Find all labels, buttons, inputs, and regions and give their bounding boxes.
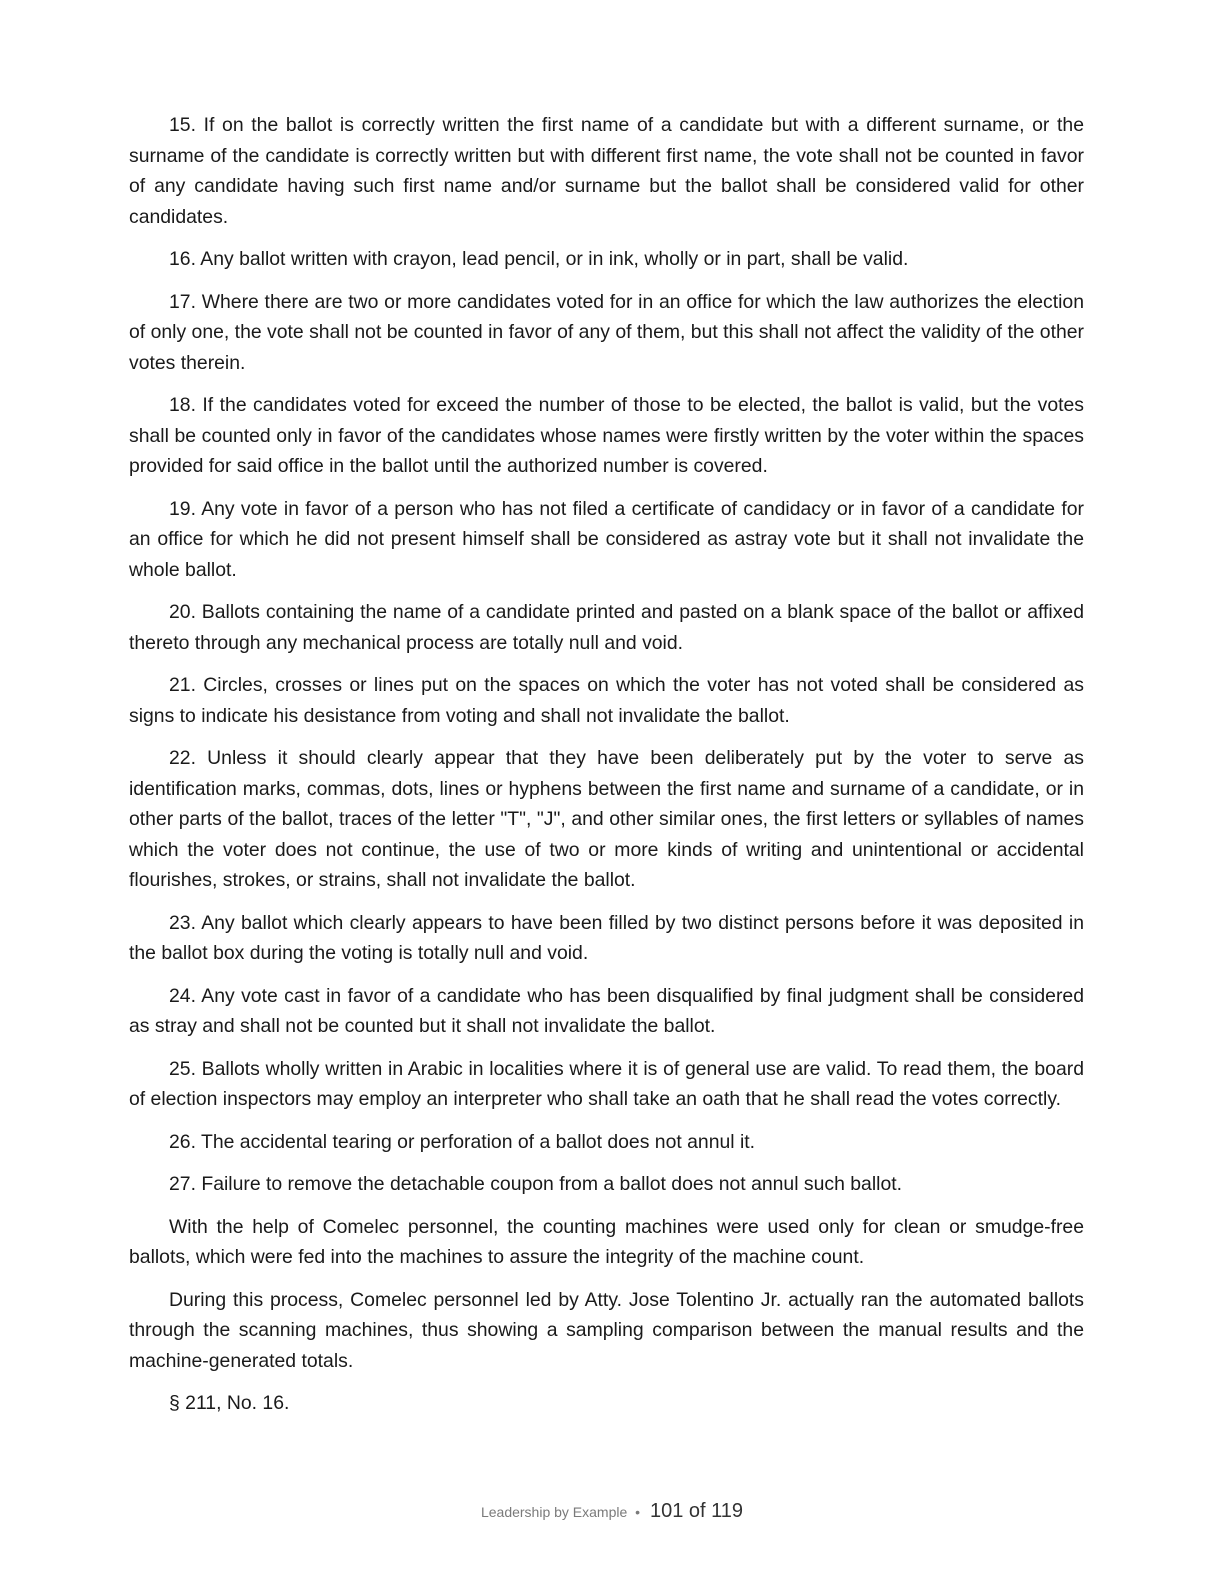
- paragraph-23: 23. Any ballot which clearly appears to have been filled by two distinct persons before it was deposited in the ballot box during the voting is totally null and void.: [129, 911, 1084, 964]
- paragraph-15: 15. If on the ballot is correctly written the first name of a candidate but with a different surname, or the surname of the candidate is correctly written but with different first name, the vote shall not be counted in favor of any candidate having such first name and/or surname but the ballot shall be considered valid for other candidates.: [129, 114, 1084, 228]
- paragraph-24: 24. Any vote cast in favor of a candidate who has been disqualified by final judgment shall be considered as stray and shall not be counted but it shall not invalidate the ballot.: [129, 984, 1084, 1037]
- paragraph-process: During this process, Comelec personnel led by Atty. Jose Tolentino Jr. actually ran the automated ballots through the scanning machines, thus showing a sampling comparison between the manual results and the machine-generated totals.: [129, 1288, 1084, 1372]
- paragraph-27: 27. Failure to remove the detachable coupon from a ballot does not annul such ballot.: [169, 1173, 903, 1195]
- paragraph-19: 19. Any vote in favor of a person who has not filed a certificate of candidacy or in favor of a candidate for an office for which he did not present himself shall be considered as astray vote but it shall not invalidate the whole ballot.: [129, 497, 1084, 581]
- paragraph-25: 25. Ballots wholly written in Arabic in localities where it is of general use are valid. To read them, the board of election inspectors may employ an interpreter who shall take an oath that he shall read the votes correctly.: [129, 1057, 1084, 1110]
- paragraph-26: 26. The accidental tearing or perforation of a ballot does not annul it.: [169, 1130, 756, 1153]
- paragraph-16: 16. Any ballot written with crayon, lead pencil, or in ink, wholly or in part, shall be valid.: [169, 248, 909, 270]
- body-text: [129, 110, 1084, 1431]
- paragraph-17: 17. Where there are two or more candidates voted for in an office for which the law authorizes the election of only one, the vote shall not be counted in favor of any of them, but this shall not affect the validity of the other votes therein.: [129, 290, 1084, 374]
- paragraph-20: 20. Ballots containing the name of a candidate printed and pasted on a blank space of the ballot or affixed thereto through any mechanical process are totally null and void.: [129, 601, 1084, 654]
- section-reference: § 211, No. 16.: [169, 1392, 290, 1414]
- footer-separator: •: [635, 1504, 641, 1520]
- footer-title: Leadership by Example: [480, 1504, 628, 1520]
- paragraph-22: 22. Unless it should clearly appear that they have been deliberately put by the voter to serve as identification marks, commas, dots, lines or hyphens between the first name and surname of a candidate, or in other parts of the ballot, traces of the letter "T", "J", and other similar ones, the first letters or syllables of names which the voter does not continue, the use of two or more kinds of writing and unintentional or accidental flourishes, strokes, or strains, shall not invalidate the ballot.: [129, 747, 1084, 891]
- paragraph-18: 18. If the candidates voted for exceed the number of those to be elected, the ballot is valid, but the votes shall be counted only in favor of the candidates whose names were firstly written by the voter within the spaces provided for said office in the ballot until the authorized number is covered.: [129, 394, 1084, 477]
- page-footer: [0, 1500, 1224, 1523]
- paragraph-comelec-help: With the help of Comelec personnel, the counting machines were used only for clean or smudge-free ballots, which were fed into the machines to assure the integrity of the machine count.: [129, 1215, 1084, 1268]
- page-number: 101 of 119: [649, 1500, 744, 1522]
- paragraph-21: 21. Circles, crosses or lines put on the spaces on which the voter has not voted shall be considered as signs to indicate his desistance from voting and shall not invalidate the ballot.: [129, 674, 1084, 727]
